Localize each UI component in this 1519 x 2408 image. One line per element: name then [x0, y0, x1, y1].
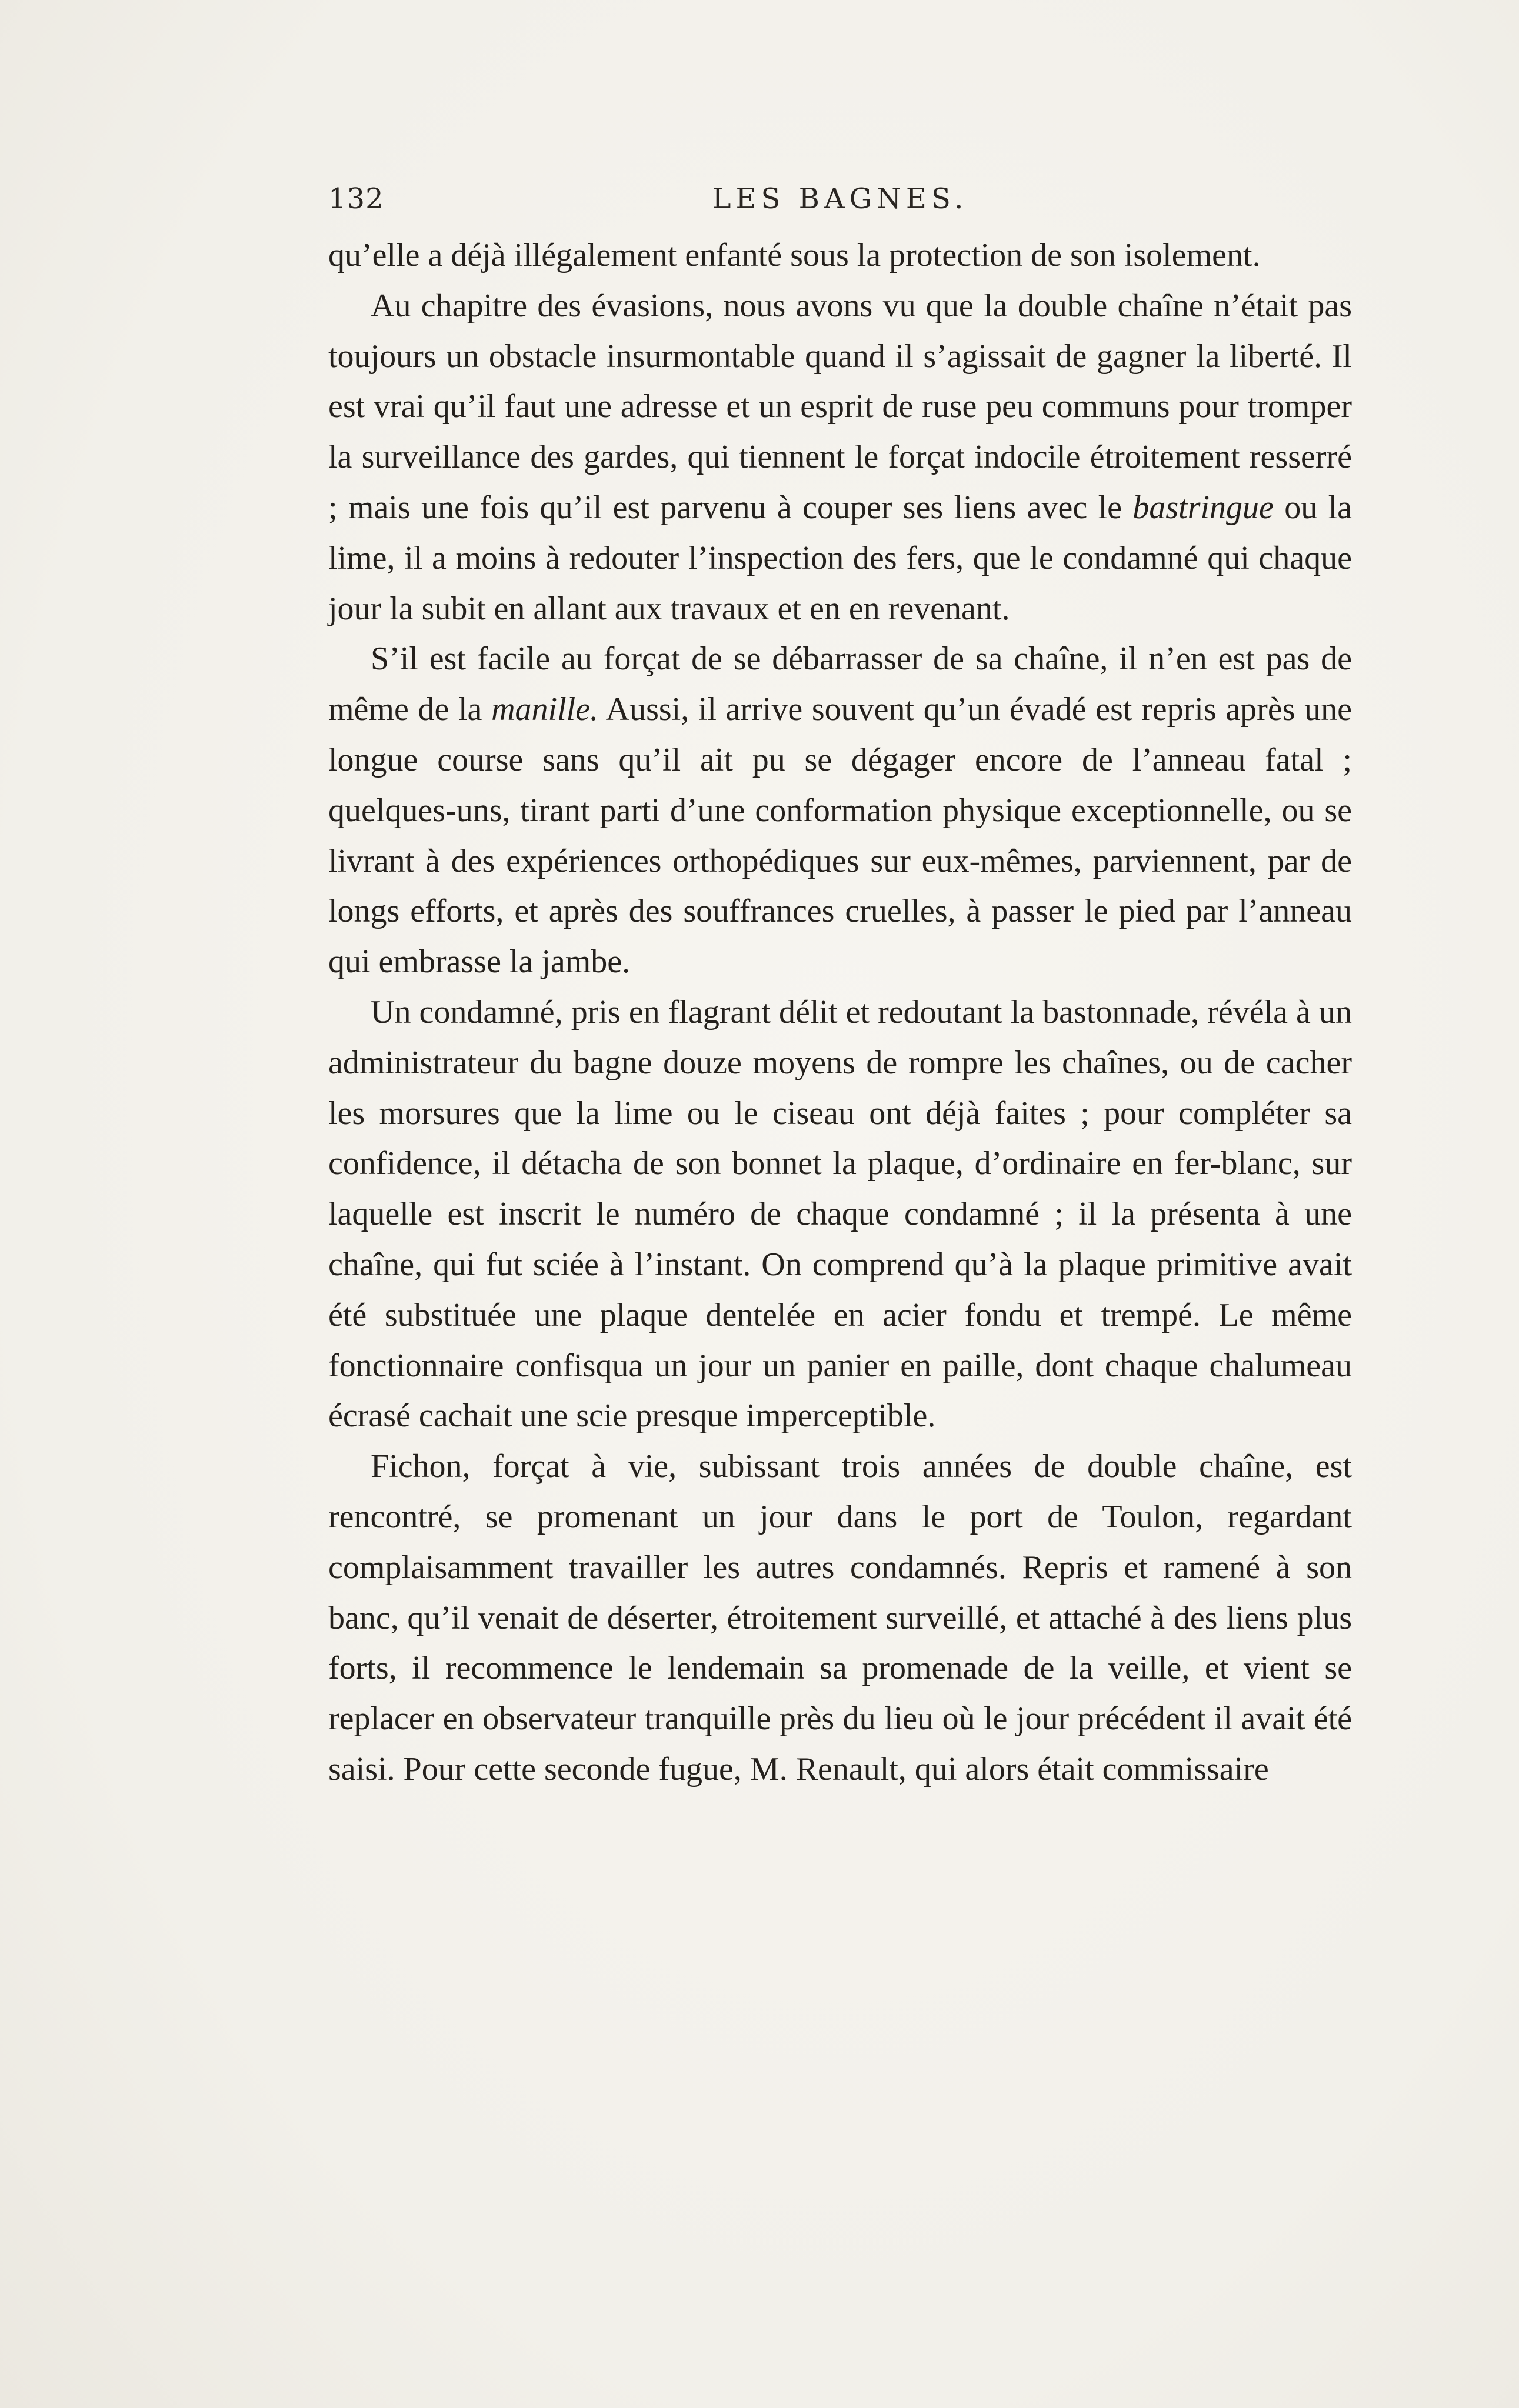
paragraph: Au chapitre des évasions, nous avons vu que la double chaîne n’était pas toujours un obstacle insurmontable quand il s’agissait de gagner la liberté. Il est vrai qu’il faut une adresse et un esprit de ruse peu communs pour tromper la surveillance des gardes, qui tiennent le forçat indocile étroitement resserré ; mais une fois qu’il est parvenu à couper ses liens avec le bastringue ou la lime, il a moins à redouter l’inspection des fers, que le condamné qui chaque jour la subit en allant aux travaux et en en revenant.: [328, 287, 1352, 627]
paragraph: qu’elle a déjà illégalement enfanté sous la protection de son isolement.: [328, 237, 1261, 274]
page-number: 132: [328, 182, 384, 215]
paragraph: Fichon, forçat à vie, subissant trois années de double chaîne, est rencontré, se promenant un jour dans le port de Toulon, regardant complaisamment travailler les autres condamnés. Repris et ramené à son banc, qu’il venait de déserter, étroitement surveillé, et attaché à des liens plus forts, il recommence le lendemain sa promenade de la veille, et vient se replacer en observateur tranquille près du lieu où le jour précédent il avait été saisi. Pour cette seconde fugue, M. Renault, qui alors était commissaire: [328, 1448, 1352, 1787]
italic-term: manille.: [491, 691, 599, 728]
paragraph: S’il est facile au forçat de se débarrasser de sa chaîne, il n’en est pas de même de la manille. Aussi, il arrive souvent qu’un évadé est repris après une longue course sans qu’il ait pu se dégager encore de l’anneau fatal ; quelques-uns, tirant parti d’une conformation physique exceptionnelle, ou se livrant à des expériences orthopédiques sur eux-mêmes, parviennent, par de longs efforts, et après des souffrances cruelles, à passer le pied par l’anneau qui embrasse la jambe.: [328, 641, 1352, 980]
page-header: [328, 176, 1352, 229]
running-title: LES BAGNES.: [712, 182, 968, 215]
paragraph: Un condamné, pris en flagrant délit et redoutant la bastonnade, révéla à un administrateur du bagne douze moyens de rompre les chaînes, ou de cacher les morsures que la lime ou le ciseau ont déjà faites ; pour compléter sa confidence, il détacha de son bonnet la plaque, d’ordinaire en fer-blanc, sur laquelle est inscrit le numéro de chaque condamné ; il la présenta à une chaîne, qui fut sciée à l’instant. On comprend qu’à la plaque primitive avait été substituée une plaque dentelée en acier fondu et trempé. Le même fonctionnaire confisqua un jour un panier en paille, dont chaque chalumeau écrasé cachait une scie presque imperceptible.: [328, 993, 1352, 1435]
body-text: [328, 231, 1352, 1795]
italic-term: bastringue: [1132, 489, 1274, 526]
